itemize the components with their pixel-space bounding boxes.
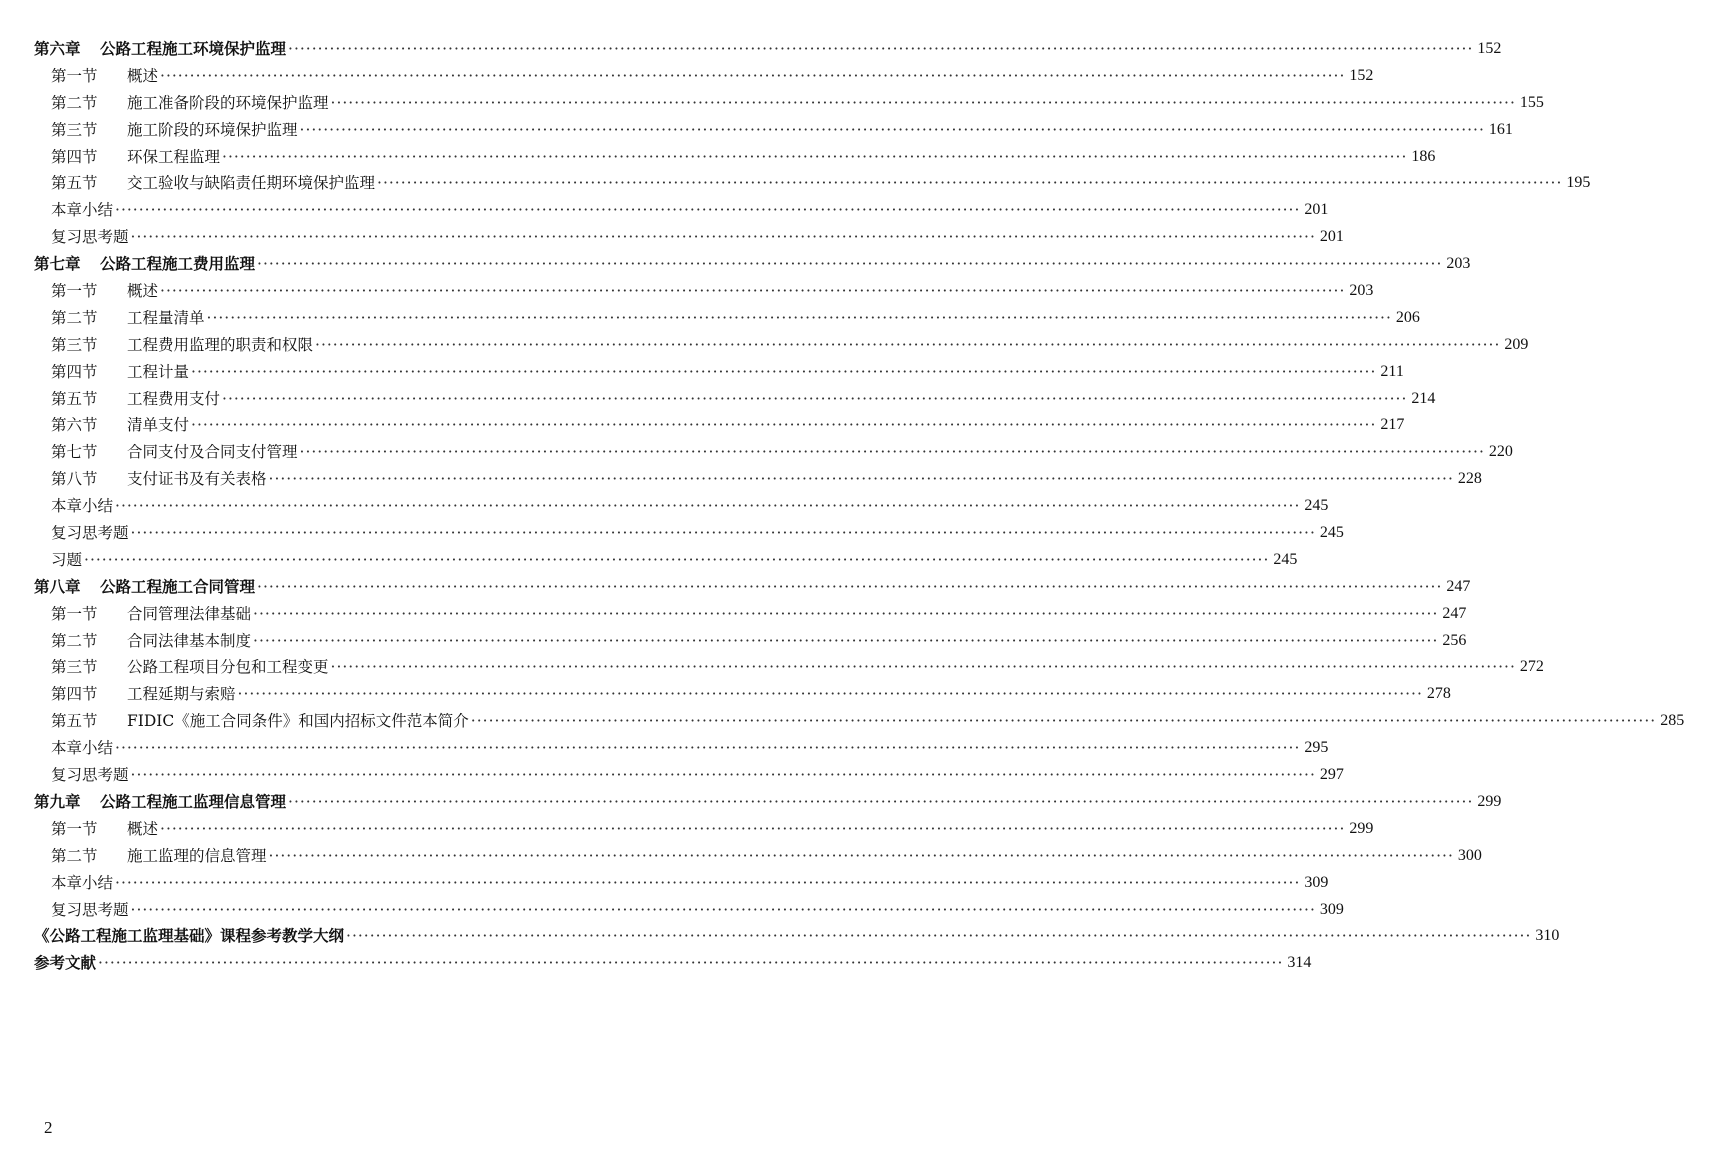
toc-entry-number: 第五节 (51, 712, 98, 731)
toc-entry-number: 第四节 (51, 685, 98, 704)
dot-leader: ········································································································································································································ (130, 766, 1316, 785)
toc-chapter-row[interactable] (0, 574, 1471, 601)
dot-leader: ········································································································································································································ (253, 604, 1439, 623)
dot-leader: ········································································································································································································ (130, 524, 1316, 543)
toc-entry-page: 228 (1457, 470, 1482, 488)
table-of-contents (0, 36, 1685, 977)
toc-entry-page: 203 (1349, 282, 1374, 300)
dot-leader: ········································································································································································································ (330, 93, 1516, 112)
toc-entry-title: 本章小结 (51, 497, 114, 516)
toc-section-row[interactable] (0, 816, 1374, 843)
toc-entry-title: 环保工程监理 (127, 147, 221, 166)
dot-leader: ········································································································································································································ (377, 174, 1563, 193)
toc-entry-title: 工程延期与索赔 (127, 685, 236, 704)
dot-leader: ········································································································································································································ (130, 228, 1316, 247)
toc-entry-page: 309 (1304, 873, 1329, 891)
dot-leader: ········································································································································································································ (257, 255, 1443, 274)
dot-leader: ········································································································································································································ (115, 201, 1301, 220)
dot-leader: ········································································································································································································ (257, 577, 1443, 596)
toc-entry-title: 习题 (51, 550, 83, 569)
toc-entry-title: 工程费用监理的职责和权限 (127, 335, 314, 354)
toc-entry-page: 309 (1319, 900, 1344, 918)
toc-entry-title: 施工阶段的环境保护监理 (127, 120, 298, 139)
toc-entry-page: 310 (1535, 927, 1560, 945)
toc-entry-number: 第二节 (51, 631, 98, 650)
dot-leader: ········································································································································································································ (222, 147, 1408, 166)
dot-leader: ········································································································································································································ (299, 443, 1485, 462)
dot-leader: ········································································································································································································ (160, 282, 1346, 301)
toc-section-row[interactable] (0, 843, 1482, 870)
toc-section-row[interactable] (0, 439, 1513, 466)
toc-entry-page: 201 (1319, 228, 1344, 246)
dot-leader: ········································································································································································································ (206, 308, 1392, 327)
toc-entry-title: 本章小结 (51, 739, 114, 758)
dot-leader: ········································································································································································································ (222, 389, 1408, 408)
toc-section-row[interactable] (0, 332, 1529, 359)
toc-entry-number: 第三节 (51, 658, 98, 677)
toc-entry-number: 第六章 (34, 39, 81, 58)
dot-leader: ········································································································································································································ (237, 685, 1423, 704)
toc-section-row[interactable] (0, 144, 1436, 171)
toc-entry-page: 295 (1304, 739, 1329, 757)
toc-entry-page: 203 (1446, 255, 1471, 273)
toc-entry-title: 清单支付 (127, 416, 190, 435)
toc-extra-row[interactable] (0, 224, 1344, 251)
dot-leader: ········································································································································································································ (346, 927, 1532, 946)
toc-entry-title: 施工准备阶段的环境保护监理 (127, 93, 329, 112)
toc-section-row[interactable] (0, 601, 1467, 628)
toc-entry-number: 第八节 (51, 470, 98, 489)
toc-entry-page: 195 (1566, 174, 1591, 192)
toc-entry-number: 第一节 (51, 604, 98, 623)
toc-extra-row[interactable] (0, 520, 1344, 547)
toc-entry-page: 272 (1519, 658, 1544, 676)
dot-leader: ········································································································································································································ (253, 631, 1439, 650)
toc-entry-number: 第七节 (51, 443, 98, 462)
toc-entry-page: 206 (1395, 308, 1420, 326)
toc-section-row[interactable] (0, 117, 1513, 144)
toc-entry-number: 第二节 (51, 308, 98, 327)
toc-entry-page: 201 (1304, 201, 1329, 219)
toc-entry-number: 第二节 (51, 846, 98, 865)
toc-entry-number: 第六节 (51, 416, 98, 435)
toc-section-row[interactable] (0, 63, 1374, 90)
dot-leader: ········································································································································································································ (130, 900, 1316, 919)
toc-entry-title: 本章小结 (51, 201, 114, 220)
toc-extra-row[interactable] (0, 547, 1298, 574)
toc-entry-title: 本章小结 (51, 873, 114, 892)
toc-appendix-row[interactable] (0, 950, 1312, 977)
dot-leader: ········································································································································································································ (315, 335, 1501, 354)
toc-entry-number: 第一节 (51, 819, 98, 838)
toc-chapter-row[interactable] (0, 789, 1502, 816)
toc-section-row[interactable] (0, 466, 1482, 493)
toc-entry-page: 220 (1488, 443, 1513, 461)
toc-entry-page: 186 (1411, 147, 1436, 165)
toc-section-row[interactable] (0, 359, 1404, 386)
toc-appendix-row[interactable] (0, 923, 1560, 950)
dot-leader: ········································································································································································································ (288, 40, 1474, 58)
toc-entry-number: 第四节 (51, 147, 98, 166)
dot-leader: ········································································································································································································ (288, 792, 1474, 811)
toc-section-row[interactable] (0, 386, 1436, 413)
toc-entry-title: 复习思考题 (51, 900, 129, 919)
page-number: 2 (44, 1118, 53, 1137)
toc-entry-title: 复习思考题 (51, 228, 129, 247)
toc-entry-page: 152 (1477, 40, 1502, 57)
toc-entry-title: 复习思考题 (51, 524, 129, 543)
toc-section-row[interactable] (0, 170, 1591, 197)
toc-entry-page: 297 (1319, 766, 1344, 784)
toc-entry-page: 278 (1426, 685, 1451, 703)
toc-entry-title: 工程费用支付 (127, 389, 221, 408)
toc-section-row[interactable] (0, 708, 1685, 735)
toc-entry-number: 第四节 (51, 362, 98, 381)
toc-extra-row[interactable] (0, 197, 1329, 224)
toc-entry-page: 245 (1319, 524, 1344, 542)
toc-entry-title: 公路工程施工环境保护监理 (100, 39, 287, 58)
toc-entry-number: 第九章 (34, 791, 81, 811)
toc-section-row[interactable] (0, 628, 1467, 655)
toc-entry-number: 第五节 (51, 389, 98, 408)
toc-entry-page: 211 (1380, 362, 1404, 380)
toc-entry-page: 155 (1519, 93, 1544, 111)
toc-entry-title: 公路工程施工监理信息管理 (100, 791, 287, 811)
toc-entry-page: 214 (1411, 389, 1436, 407)
toc-section-row[interactable] (0, 305, 1420, 332)
toc-entry-title: 《公路工程施工监理基础》课程参考教学大纲 (34, 926, 345, 946)
toc-entry-page: 152 (1349, 66, 1374, 84)
toc-extra-row[interactable] (0, 762, 1344, 789)
toc-entry-title: 公路工程施工费用监理 (100, 254, 256, 274)
toc-entry-title: 概述 (127, 66, 159, 85)
dot-leader: ········································································································································································································ (191, 416, 1377, 435)
toc-entry-page: 299 (1349, 819, 1374, 837)
toc-entry-title: 参考文献 (34, 953, 97, 973)
dot-leader: ········································································································································································································ (115, 739, 1301, 758)
toc-entry-number: 第二节 (51, 93, 98, 112)
toc-section-row[interactable] (0, 681, 1451, 708)
toc-section-row[interactable] (0, 412, 1405, 439)
dot-leader: ········································································································································································································ (268, 846, 1454, 865)
toc-entry-page: 256 (1442, 631, 1467, 649)
toc-entry-title: 工程计量 (127, 362, 190, 381)
toc-chapter-row[interactable] (0, 36, 1502, 63)
toc-entry-title: 复习思考题 (51, 766, 129, 785)
toc-entry-page: 247 (1446, 577, 1471, 595)
toc-entry-title: 合同法律基本制度 (127, 631, 252, 650)
toc-entry-page: 209 (1504, 335, 1529, 353)
dot-leader: ········································································································································································································ (160, 66, 1346, 85)
toc-extra-row[interactable] (0, 897, 1344, 924)
toc-entry-title: 施工监理的信息管理 (127, 846, 267, 865)
toc-entry-page: 299 (1477, 792, 1502, 810)
dot-leader: ········································································································································································································ (191, 362, 1377, 381)
toc-entry-title: 合同支付及合同支付管理 (127, 443, 298, 462)
toc-entry-title: 合同管理法律基础 (127, 604, 252, 623)
toc-section-row[interactable] (0, 278, 1374, 305)
toc-entry-number: 第三节 (51, 120, 98, 139)
dot-leader: ········································································································································································································ (98, 954, 1284, 973)
toc-entry-title: 交工验收与缺陷责任期环境保护监理 (127, 174, 376, 193)
toc-entry-title: 公路工程项目分包和工程变更 (127, 658, 329, 677)
toc-entry-title: FIDIC《施工合同条件》和国内招标文件范本简介 (127, 712, 469, 731)
toc-chapter-row[interactable] (0, 251, 1471, 278)
toc-entry-page: 245 (1273, 550, 1298, 568)
dot-leader: ········································································································································································································ (268, 470, 1454, 489)
toc-entry-number: 第五节 (51, 174, 98, 193)
toc-entry-title: 支付证书及有关表格 (127, 470, 267, 489)
toc-entry-number: 第三节 (51, 335, 98, 354)
toc-entry-page: 245 (1304, 497, 1329, 515)
toc-extra-row[interactable] (0, 493, 1329, 520)
toc-entry-number: 第一节 (51, 282, 98, 301)
dot-leader: ········································································································································································································ (115, 497, 1301, 516)
dot-leader: ········································································································································································································ (330, 658, 1516, 677)
dot-leader: ········································································································································································································ (115, 873, 1301, 892)
toc-entry-page: 300 (1457, 846, 1482, 864)
toc-entry-title: 公路工程施工合同管理 (100, 576, 256, 596)
toc-entry-page: 247 (1442, 604, 1467, 622)
toc-entry-page: 161 (1488, 120, 1513, 138)
toc-entry-page: 217 (1380, 416, 1405, 434)
toc-entry-number: 第七章 (34, 254, 81, 274)
dot-leader: ········································································································································································································ (299, 120, 1485, 139)
toc-entry-page: 285 (1660, 712, 1685, 730)
toc-entry-number: 第八章 (34, 576, 81, 596)
toc-extra-row[interactable] (0, 870, 1329, 897)
toc-section-row[interactable] (0, 654, 1544, 681)
toc-extra-row[interactable] (0, 735, 1329, 762)
toc-entry-number: 第一节 (51, 66, 98, 85)
dot-leader: ········································································································································································································ (160, 819, 1346, 838)
dot-leader: ········································································································································································································ (84, 550, 1270, 569)
toc-entry-page: 314 (1287, 954, 1312, 972)
toc-section-row[interactable] (0, 90, 1544, 117)
toc-entry-title: 概述 (127, 819, 159, 838)
toc-entry-title: 工程量清单 (127, 308, 205, 327)
dot-leader: ········································································································································································································ (470, 712, 1657, 731)
toc-entry-title: 概述 (127, 282, 159, 301)
